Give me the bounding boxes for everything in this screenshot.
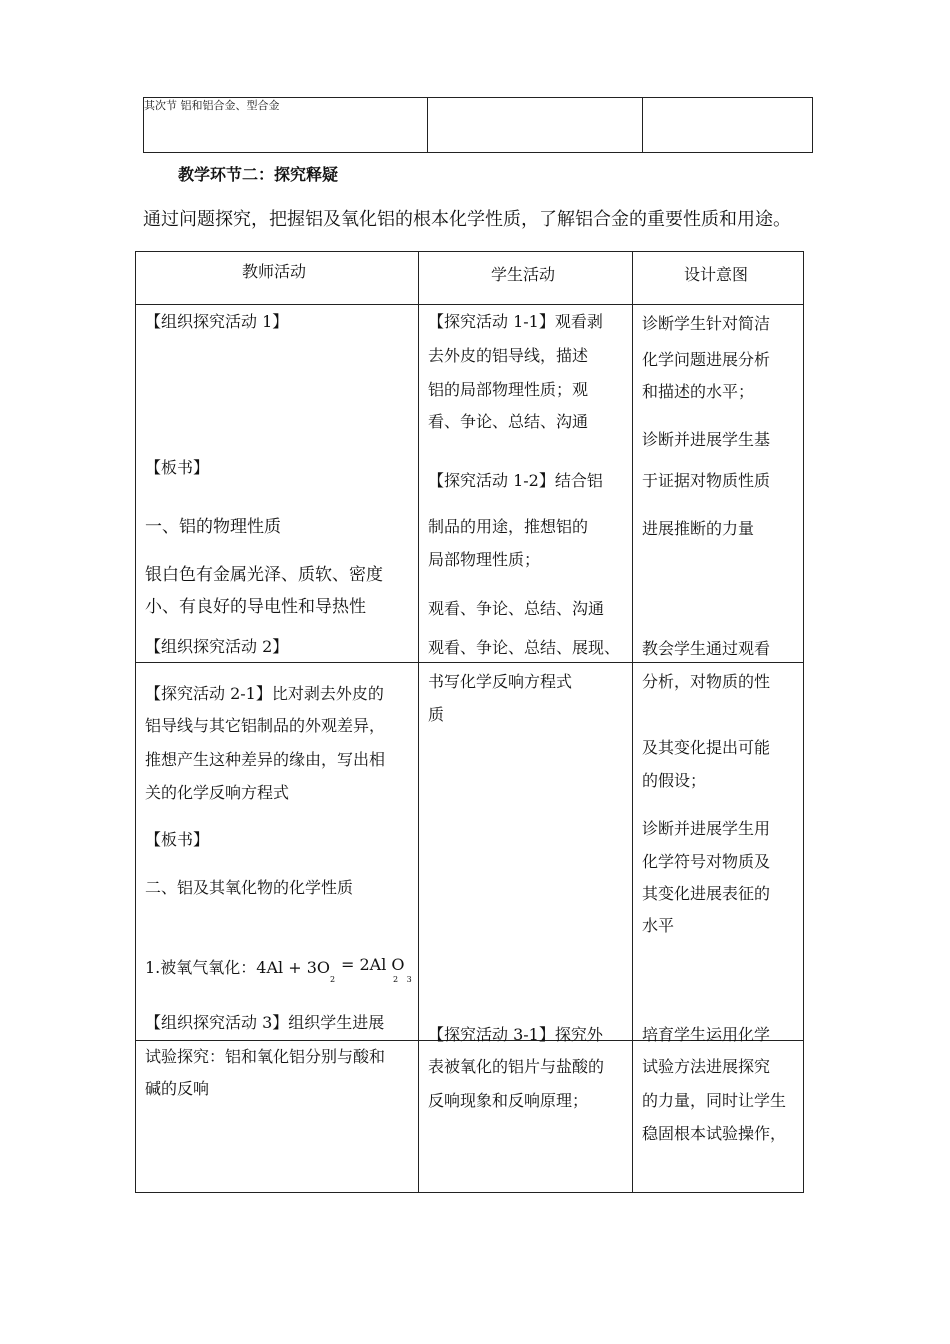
student-text: 铝的局部物理性质；观 — [428, 380, 589, 399]
student-text: 观看、争论、总结、展现、 — [428, 638, 621, 657]
teacher-text: 小、有良好的导电性和导热性 — [145, 597, 366, 617]
teacher-text: 碱的反响 — [145, 1079, 210, 1098]
design-text: 培育学生运用化学 — [642, 1025, 771, 1044]
student-text: 书写化学反响方程式 — [428, 672, 573, 691]
teacher-text: 试验探究：铝和氧化铝分别与酸和 — [145, 1047, 386, 1066]
design-text: 分析，对物质的性 — [642, 672, 771, 691]
teacher-text: 【板书】 — [145, 458, 210, 477]
teacher-text: 【探究活动 2-1】比对剥去外皮的 — [145, 684, 384, 703]
design-text: 进展推断的力量 — [642, 519, 755, 538]
header-student: 学生活动 — [491, 265, 556, 284]
teacher-text: 【板书】 — [145, 830, 210, 849]
design-text: 于证据对物质性质 — [642, 471, 771, 490]
design-text: 教会学生通过观看 — [642, 639, 771, 658]
teacher-text: 铝导线与其它铝制品的外观差异， — [145, 716, 386, 735]
top-table-cell: 其次节 铝和铝合金、型合金 — [144, 99, 280, 112]
design-text: 诊断并进展学生基 — [642, 430, 771, 449]
header-teacher: 教师活动 — [242, 262, 307, 281]
design-text: 的假设； — [642, 771, 707, 790]
student-text: 【探究活动 1-1】观看剥 — [428, 312, 603, 331]
student-text: 制品的用途，推想铝的 — [428, 517, 589, 536]
teacher-text: 【组织探究活动 1】 — [145, 312, 289, 331]
design-text: 诊断学生针对简洁 — [642, 314, 771, 333]
header-design: 设计意图 — [684, 265, 749, 284]
design-text: 稳固根本试验操作， — [642, 1124, 787, 1143]
student-text: 【探究活动 1-2】结合铝 — [428, 471, 603, 490]
intro-paragraph: 通过问题探究，把握铝及氧化铝的根本化学性质，了解铝合金的重要性质和用途。 — [143, 209, 791, 230]
section-heading: 教学环节二：探究释疑 — [178, 165, 339, 184]
student-text: 【探究活动 3-1】探究外 — [428, 1025, 603, 1044]
design-text: 水平 — [642, 916, 675, 935]
student-text: 反响现象和反响原理； — [428, 1091, 589, 1110]
design-text: 其变化进展表征的 — [642, 884, 771, 903]
teacher-text: 二、铝及其氧化物的化学性质 — [145, 878, 354, 897]
design-text: 和描述的水平； — [642, 382, 755, 401]
teacher-text: 推想产生这种差异的缘由，写出相 — [145, 750, 386, 769]
student-text: 表被氧化的铝片与盐酸的 — [428, 1057, 605, 1076]
teacher-text: 【组织探究活动 3】组织学生进展 — [145, 1013, 385, 1032]
equation-subscript: 2 3 — [393, 975, 415, 984]
design-text: 诊断并进展学生用 — [642, 819, 771, 838]
equation-left: 1.被氧气氧化：4Al + 3O — [145, 958, 330, 977]
student-text: 局部物理性质； — [428, 550, 541, 569]
design-text: 试验方法进展探究 — [642, 1057, 771, 1076]
student-text: 质 — [428, 705, 445, 724]
teacher-text: 一、铝的物理性质 — [145, 517, 281, 537]
student-text: 看、争论、总结、沟通 — [428, 412, 589, 431]
student-text: 去外皮的铝导线，描述 — [428, 346, 589, 365]
teacher-text: 【组织探究活动 2】 — [145, 637, 289, 656]
equation-right: = 2Al O — [341, 955, 405, 974]
equation-subscript: 2 — [330, 975, 336, 984]
student-text: 观看、争论、总结、沟通 — [428, 599, 605, 618]
teacher-text: 关的化学反响方程式 — [145, 783, 290, 802]
design-text: 及其变化提出可能 — [642, 738, 771, 757]
design-text: 化学问题进展分析 — [642, 350, 771, 369]
teacher-text: 银白色有金属光泽、质软、密度 — [145, 565, 383, 585]
design-text: 化学符号对物质及 — [642, 852, 771, 871]
design-text: 的力量，同时让学生 — [642, 1091, 787, 1110]
